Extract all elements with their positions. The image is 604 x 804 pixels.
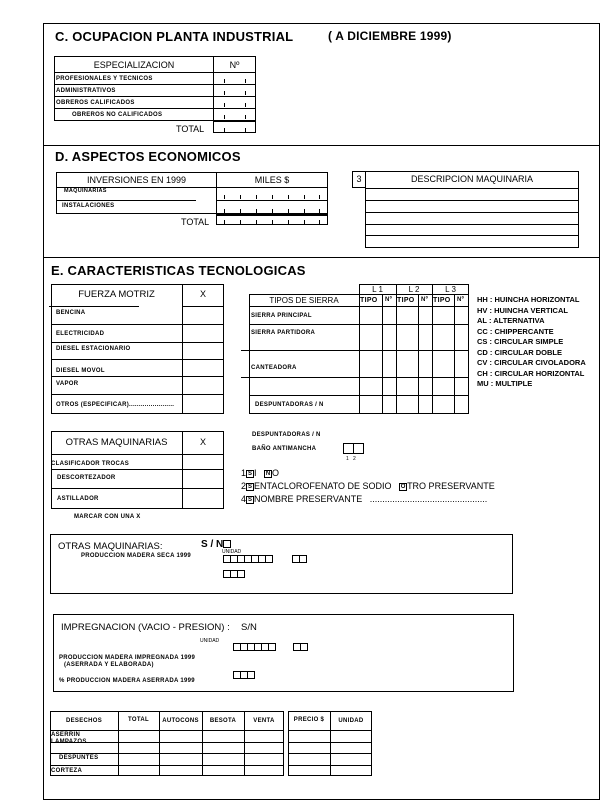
power-mark-cell[interactable] — [183, 395, 223, 413]
sn-box[interactable] — [223, 540, 231, 548]
line-header-l3: L 3 — [445, 285, 456, 294]
section-e-title: E. CARACTERISTICAS TECNOLOGICAS — [51, 263, 306, 278]
produccion-seca-label: PRODUCCION MADERA SECA 1999 — [81, 553, 192, 559]
col-autocons: AUTOCONS — [162, 718, 199, 724]
saw-row: DESPUNTADORAS / N — [255, 402, 324, 408]
occupation-input[interactable] — [214, 96, 256, 107]
col-miles: MILES $ — [254, 175, 290, 185]
power-mark-cell[interactable] — [183, 343, 223, 358]
occupation-row: ADMINISTRATIVOS — [56, 88, 116, 94]
power-table — [51, 284, 224, 414]
price-input-grid[interactable] — [289, 731, 371, 775]
nombre-preservante-input[interactable]: ............................................... — [369, 494, 488, 504]
col-otras-maquinarias: OTRAS MAQUINARIAS — [65, 437, 168, 448]
saw-row: SIERRA PARTIDORA — [251, 330, 316, 336]
col-fuerza-motriz: FUERZA MOTRIZ — [78, 289, 155, 300]
sub-no: Nº — [385, 297, 393, 303]
option-line-1: 1 S I N O — [241, 468, 280, 478]
impregnada-input[interactable] — [233, 643, 275, 651]
col-inversiones: INVERSIONES EN 1999 — [86, 175, 187, 185]
other-machine-mark[interactable] — [183, 489, 223, 508]
machinery-description-table — [352, 171, 579, 249]
line-header-l1: L 1 — [372, 285, 383, 294]
saw-row: CANTEADORA — [251, 365, 297, 371]
col-mark: X — [199, 437, 206, 447]
occupation-row: OBREROS NO CALIFICADOS — [72, 112, 163, 118]
si-checkbox[interactable]: S — [248, 470, 253, 477]
machinery-row[interactable] — [365, 235, 579, 236]
desechos-input-grid[interactable] — [119, 731, 284, 775]
despuntadoras-label: DESPUNTADORAS / N — [252, 432, 321, 438]
otras-maquinarias-label: OTRAS MAQUINARIAS: — [58, 541, 163, 552]
col-besota: BESOTA — [209, 718, 237, 724]
machinery-header: DESCRIPCION MAQUINARIA — [410, 174, 533, 184]
investment-input[interactable] — [217, 201, 328, 213]
impregnacion-label: IMPREGNACION (VACIO - PRESION) : — [61, 622, 230, 633]
power-row: DIESEL ESTACIONARIO — [56, 346, 131, 352]
section-c-title: C. OCUPACION PLANTA INDUSTRIAL — [55, 29, 294, 44]
power-mark-cell[interactable] — [183, 307, 223, 323]
col-tipos-sierra: TIPOS DE SIERRA — [269, 296, 339, 305]
nombre-preservante-checkbox[interactable]: S — [248, 496, 253, 503]
col-especializacion: ESPECIALIZACION — [93, 60, 175, 70]
saw-row: SIERRA PRINCIPAL — [251, 313, 312, 319]
section-d-title: D. ASPECTOS ECONOMICOS — [55, 149, 241, 164]
otro-preservante-checkbox[interactable]: O — [400, 483, 406, 490]
bano-box-2[interactable] — [353, 443, 364, 454]
line-header-l2: L 2 — [408, 285, 420, 294]
saw-types-table — [249, 284, 469, 414]
section-c-subtitle: ( A DICIEMBRE 1999) — [328, 29, 452, 43]
machinery-row[interactable] — [365, 212, 579, 213]
other-machine-row: DESCORTEZADOR — [57, 475, 116, 481]
occupation-input[interactable] — [214, 84, 256, 95]
unidad-label: UNIDAD — [200, 638, 220, 644]
investment-input[interactable] — [217, 187, 328, 199]
porcentaje-label: % PRODUCCION MADERA ASERRADA 1999 — [59, 678, 195, 684]
other-machines-table — [51, 431, 224, 509]
power-mark-cell[interactable] — [183, 360, 223, 375]
bano-label: BAÑO ANTIMANCHA — [252, 446, 317, 452]
section-divider — [43, 257, 600, 258]
col-mark: X — [199, 289, 206, 299]
col-unidad: UNIDAD — [338, 718, 364, 724]
machinery-row[interactable] — [365, 200, 579, 201]
investment-row: INSTALACIONES — [62, 203, 115, 209]
desecho-row: DESPUNTES — [59, 755, 99, 761]
option-line-2: 2 S ENTACLOROFENATO DE SODIO O TRO PRESERVANTE — [241, 481, 495, 491]
impregnacion-sn: S/N — [241, 622, 257, 633]
col-venta: VENTA — [253, 718, 275, 724]
machinery-number: 3 — [356, 174, 362, 184]
pentaclorofenato-checkbox[interactable]: S — [248, 483, 253, 490]
other-machine-row: ASTILLADOR — [57, 496, 99, 502]
power-mark-cell[interactable] — [183, 377, 223, 393]
no-checkbox[interactable]: N — [265, 470, 271, 477]
impregnada-sublabel: (ASERRADA Y ELABORADA) — [64, 662, 154, 668]
saw-code-legend: HH : HUINCHA HORIZONTAL HV : HUINCHA VERTICAL AL : ALTERNATIVA CC : CHIPPERCANTE CS : CIRCULAR SIMPLE CD : CIRCULAR DOBLE CV : CIRCULAR CIVOLADORA CH : CIRCULAR HORIZONTAL MU : MULTIPLE — [477, 295, 586, 388]
sub-tipo: TIPO — [397, 297, 415, 304]
option-line-4: 4 S NOMBRE PRESERVANTE ............................................... — [241, 494, 488, 504]
desecho-row: CORTEZA — [51, 768, 83, 774]
power-mark-cell[interactable] — [183, 325, 223, 341]
mark-instruction: MARCAR CON UNA X — [74, 514, 141, 520]
power-row: BENCINA — [56, 310, 86, 316]
power-row: VAPOR — [56, 381, 79, 387]
saw-input-grid[interactable] — [360, 307, 469, 395]
bano-box-labels: 1 2 — [346, 456, 356, 462]
power-row: OTROS (ESPECIFICAR)....................... — [56, 402, 175, 408]
sn-label: S / N — [201, 539, 224, 550]
porcentaje-input[interactable] — [233, 671, 254, 679]
desecho-row: LAMPAZOS — [51, 739, 87, 745]
occupation-total-label: TOTAL — [176, 124, 205, 134]
impregnada-label: PRODUCCION MADERA IMPREGNADA 1999 — [59, 655, 196, 661]
investment-total-label: TOTAL — [181, 217, 210, 227]
other-machine-mark[interactable] — [183, 470, 223, 487]
other-machine-row: CLASIFICADOR TROCAS — [51, 461, 130, 467]
bano-boxes — [343, 443, 363, 454]
sub-tipo: TIPO — [360, 297, 378, 304]
seca-extra-input[interactable] — [223, 570, 244, 578]
desechos-table — [50, 711, 284, 776]
price-table — [288, 711, 372, 776]
power-row: ELECTRICIDAD — [56, 331, 105, 337]
sub-no: Nº — [457, 297, 465, 303]
unidad-input[interactable] — [292, 555, 306, 563]
produccion-seca-input[interactable] — [223, 555, 272, 563]
section-divider — [43, 145, 600, 146]
sub-tipo: TIPO — [433, 297, 451, 304]
col-total: TOTAL — [128, 717, 149, 723]
machinery-row[interactable] — [365, 224, 579, 225]
investment-row: MAQUINARIAS — [64, 188, 107, 194]
investments-table — [56, 172, 328, 227]
other-machine-mark[interactable] — [183, 455, 223, 468]
unidad-label: UNIDAD — [222, 549, 242, 555]
sub-no: Nº — [421, 297, 429, 303]
power-row: DIESEL MOVOL — [56, 368, 105, 374]
occupation-input[interactable] — [214, 72, 256, 83]
col-desechos: DESECHOS — [65, 718, 103, 724]
col-precio: PRECIO $ — [293, 717, 325, 723]
otras-maquinarias-box — [50, 534, 513, 594]
occupation-row: OBREROS CALIFICADOS — [56, 100, 135, 106]
desecho-row: ASERRIN — [51, 732, 81, 738]
occupation-row: PROFESIONALES Y TECNICOS — [56, 76, 153, 82]
impregnacion-box — [53, 614, 514, 692]
occupation-input[interactable] — [214, 108, 256, 119]
col-numero: Nº — [229, 60, 240, 70]
impregnada-unidad-input[interactable] — [293, 643, 307, 651]
occupation-table — [54, 56, 256, 134]
